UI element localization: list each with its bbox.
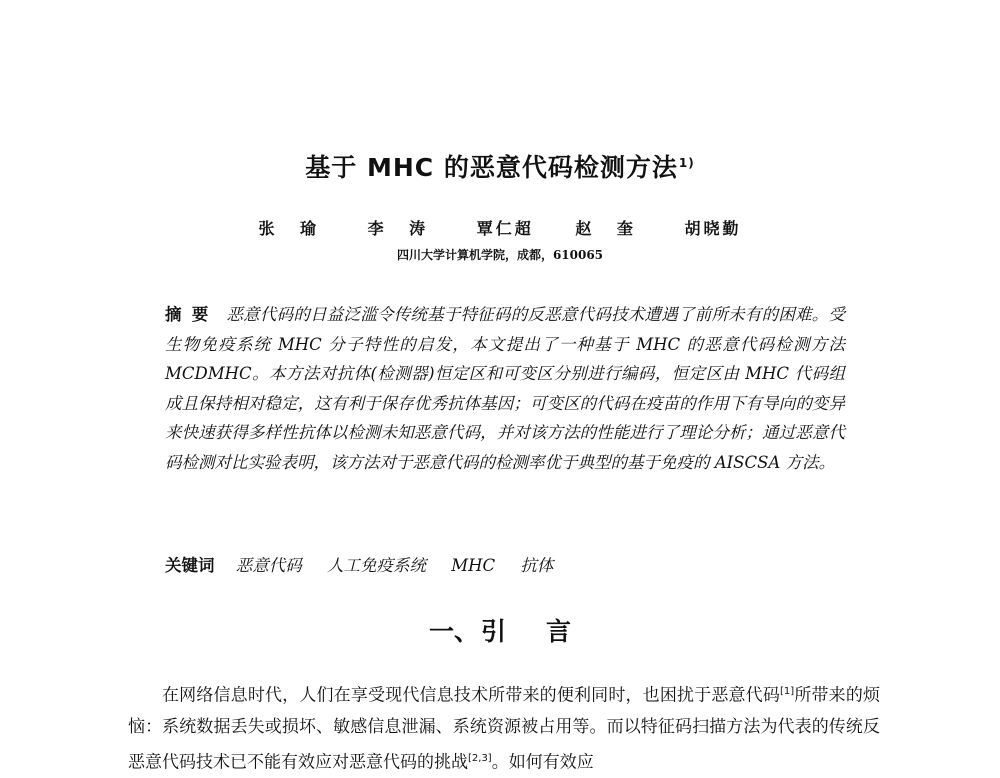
section-number: 一、	[428, 617, 479, 646]
author-name: 赵 奎	[575, 219, 643, 238]
author-list	[0, 216, 1000, 239]
keyword-item: 恶意代码	[235, 556, 302, 575]
abstract-label: 摘要	[165, 305, 219, 324]
keyword-item: 抗体	[520, 556, 554, 575]
citation: [2,3]	[468, 752, 492, 764]
abstract	[165, 300, 845, 477]
citation: [1]	[780, 686, 795, 697]
keyword-item: MHC	[451, 556, 496, 575]
paragraph-text: 。如何有效应	[491, 752, 594, 773]
paragraph-text: 所带来的烦恼：系统数据丢失或损坏、敏感信息泄漏、系统资源被占用等。而以特征码扫描方法为代表的传统反恶意代码技术已不能有效应对恶意代码的挑战	[128, 685, 881, 773]
keywords-label: 关键词	[165, 556, 215, 575]
section-heading	[0, 612, 1000, 648]
title-footnote: 1)	[678, 155, 695, 170]
section-title-part: 言	[546, 617, 572, 646]
keywords	[165, 552, 845, 576]
keyword-item: 人工免疫系统	[327, 556, 426, 575]
title-text: 基于 MHC 的恶意代码检测方法	[305, 153, 678, 182]
author-name: 胡晓勤	[684, 219, 742, 238]
author-name: 覃仁超	[476, 219, 534, 238]
paragraph-text: 在网络信息时代，人们在享受现代信息技术所带来的便利同时，也困扰于恶意代码	[162, 685, 780, 706]
author-name: 张 瑜	[258, 219, 327, 238]
paper-title	[0, 148, 1000, 184]
author-name: 李 涛	[367, 219, 436, 238]
intro-paragraph	[128, 676, 880, 778]
affiliation: 四川大学计算机学院，成都，610065	[396, 248, 604, 262]
section-title-part: 引	[480, 617, 506, 646]
abstract-text: 恶意代码的日益泛滥令传统基于特征码的反恶意代码技术遭遇了前所未有的困难。受生物免疫系统 MHC 分子特性的启发，本文提出了一种基于 MHC 的恶意代码检测方法 MCDMHC。本方法对抗体(检测器)恒定区和可变区分别进行编码，恒定区由 MHC 代码组成且保持相对稳定，这有利于保存优秀抗体基因；可变区的代码在疫苗的作用下有导向的变异来快速获得多样性抗体以检测未知恶意代码，并对该方法的性能进行了理论分析；通过恶意代码检测对比实验表明，该方法对于恶意代码的检测率优于典型的基于免疫的 AISCSA 方法。	[165, 305, 846, 472]
